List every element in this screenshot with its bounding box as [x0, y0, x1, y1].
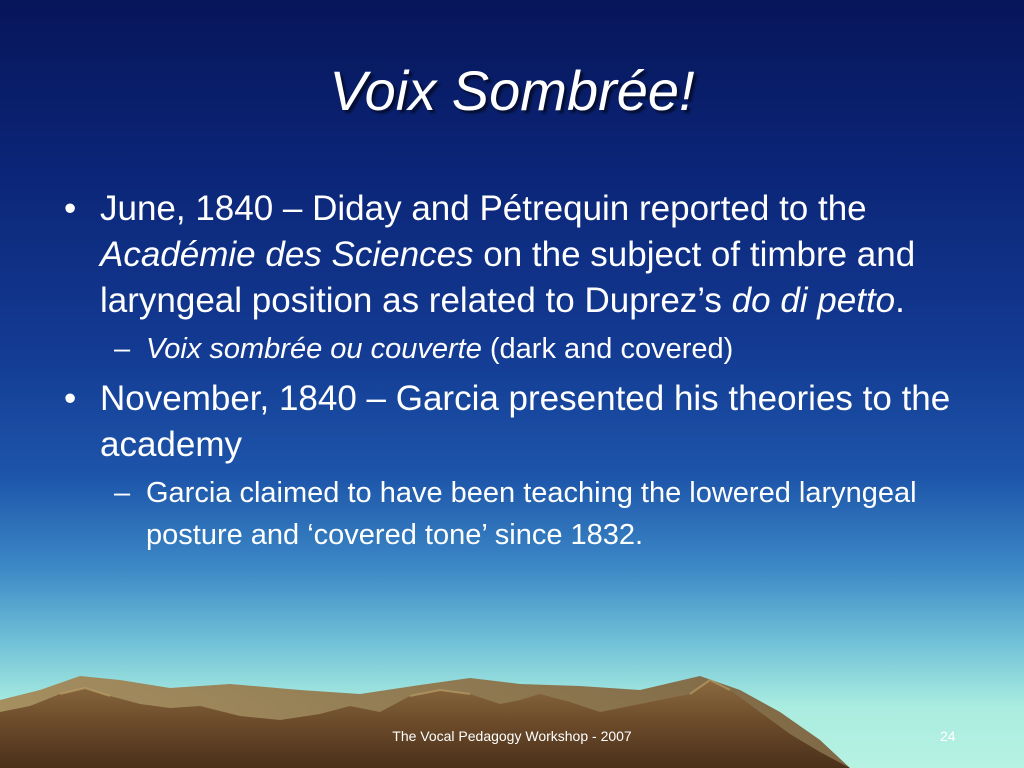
- bullet-text-italic: Académie des Sciences: [100, 235, 474, 274]
- sub-bullet-marker: –: [114, 477, 131, 509]
- bullet-text: June, 1840 – Diday and Pétrequin reported to the: [100, 189, 867, 228]
- sub-bullet-text: Garcia claimed to have been teaching the lowered laryngeal posture and ‘covered tone’ since 1832.: [146, 477, 917, 551]
- bullet-marker: •: [64, 189, 77, 228]
- footer-text: The Vocal Pedagogy Workshop - 2007: [392, 728, 632, 744]
- bullet-text: .: [895, 281, 905, 320]
- slide-title: Voix Sombrée!: [329, 59, 695, 122]
- sub-bullet-text-italic: Voix sombrée ou couverte: [146, 333, 482, 365]
- bullet-marker: •: [64, 379, 77, 418]
- page-number: 24: [940, 728, 956, 744]
- bullet-text: on the subject of timbre and laryngeal position as related to Duprez’s: [100, 235, 916, 320]
- slide-body: [64, 186, 964, 562]
- bullet-item: [64, 376, 964, 468]
- sub-bullet-item: [64, 472, 964, 556]
- bullet-item: [64, 186, 964, 324]
- sub-bullet-marker: –: [114, 333, 131, 365]
- sub-bullet-text: (dark and covered): [481, 333, 734, 365]
- bullet-text-italic: do di petto: [731, 281, 896, 320]
- sub-bullet-item: [64, 328, 964, 370]
- bullet-text: November, 1840 – Garcia presented his theories to the academy: [100, 379, 951, 464]
